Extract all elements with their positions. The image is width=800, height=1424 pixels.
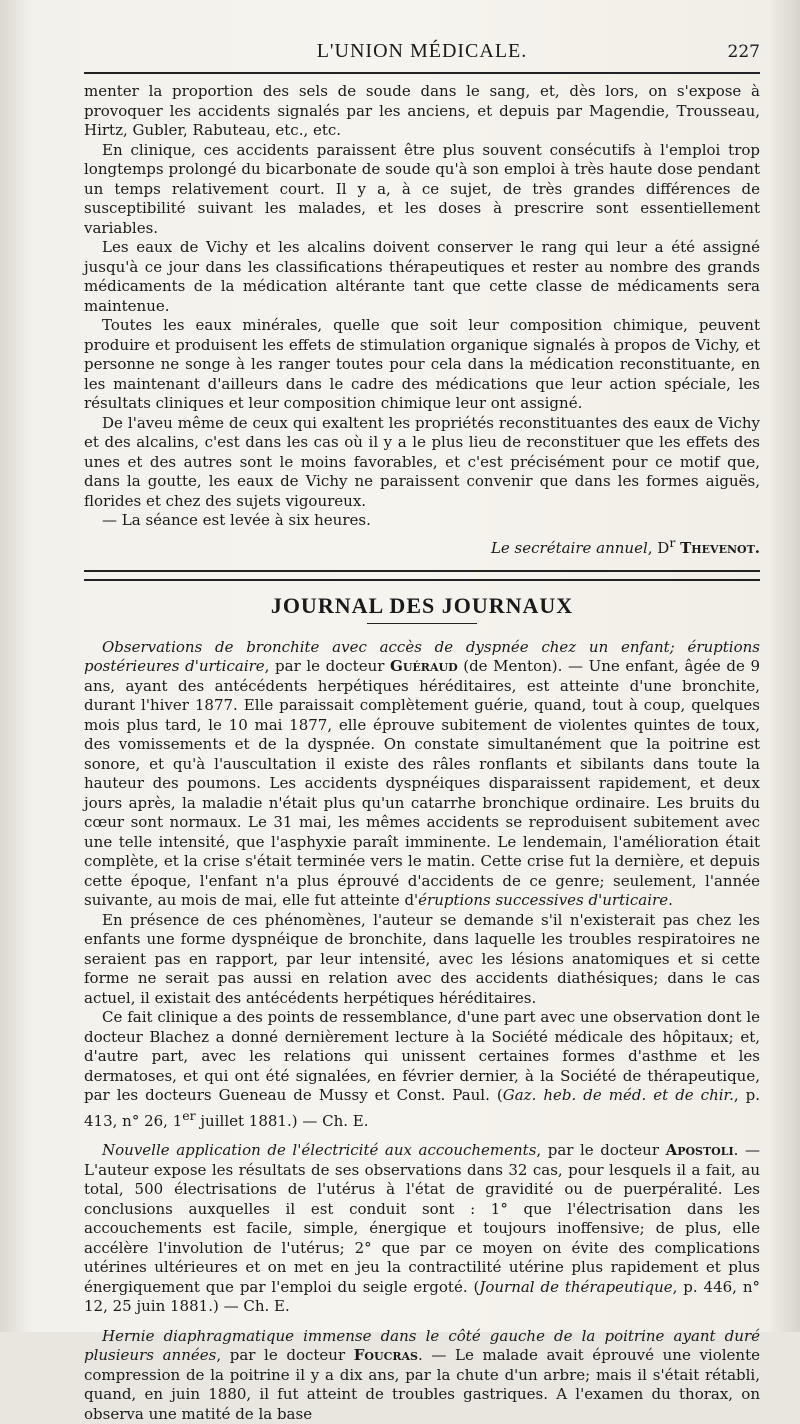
article-author: Guéraud: [390, 657, 458, 675]
article-author: Foucras: [354, 1346, 418, 1364]
article-text: juillet 1881.) — Ch. E.: [196, 1112, 369, 1130]
header-rule: [84, 72, 760, 74]
article-by: , par le docteur: [216, 1346, 353, 1364]
article-reference: Gaz. heb. de méd. et de chir.: [503, 1086, 734, 1104]
paragraph: En clinique, ces accidents paraissent être plus souvent consécutifs à l'emploi trop longtemps prolongé du bicarbonate de soude qu'à son emploi à très haute dose pendant un temps relativement court. Il y a, à ce sujet, de très grandes différences de susceptibilité suivant les malades, et les doses à prescrire sont essentiellement variables.: [84, 141, 760, 239]
article-text: , p. 413, n° 26, 1: [84, 1086, 760, 1130]
article-paragraph: [84, 1008, 760, 1131]
section-divider: [84, 570, 760, 581]
article-italic: éruptions successives d'urticaire: [418, 891, 668, 909]
closing-line: — La séance est levée à six heures.: [84, 511, 760, 531]
article-text: (de Menton). — Une enfant, âgée de 9 ans, ayant des antécédents herpétiques héréditaires, est atteinte d'une bronchite, durant l'hiver 1877. Elle paraissait complètement guérie, quand, tout à coup, quelques mois plus tard, le 10 mai 1877, elle éprouve subitement de violentes quintes de toux, des vomissements et de la dyspnée. On constate simultanément que la poitrine est sonore, et qu'à l'auscultation il existe des râles ronflants et sibilants dans toute la hauteur des poumons. Les accidents dyspnéiques disparaissent rapidement, et deux jours après, la maladie n'était plus qu'un catarrhe bronchique ordinaire. Les bruits du cœur sont normaux. Le 31 mai, les mêmes accidents se reproduisent subitement avec une telle intensité, que l'asphyxie paraît imminente. Le lendemain, l'amélioration était complète, et la crise s'était terminée vers le matin. Cette crise fut la dernière, et depuis cette époque, l'enfant n'a plus éprouvé d'accidents de ce genre; seulement, l'année suivante, au mois de mai, elle fut atteinte d': [84, 657, 760, 909]
title-underline: [367, 623, 477, 624]
article-end: , p. 446, n° 12, 25 juin 1881.) — Ch. E.: [84, 1278, 760, 1316]
page-body: [84, 82, 760, 1424]
signature-sup: r: [669, 535, 675, 550]
article-author: Apostoli: [666, 1141, 734, 1159]
article-paragraph: En présence de ces phénomènes, l'auteur se demande s'il n'existerait pas chez les enfants une forme dyspnéique de bronchite, dans laquelle les troubles respiratoires ne seraient pas en rapport, par leur intensité, avec les lésions anatomiques et si cette forme ne serait pas aussi en relation avec des accidents diathésiques; dans le cas actuel, il existait des antécédents herpétiques héréditaires.: [84, 911, 760, 1009]
page-number: 227: [728, 42, 760, 62]
article-paragraph: [84, 1327, 760, 1424]
section-title: JOURNAL DES JOURNAUX: [84, 591, 760, 621]
paragraph: Les eaux de Vichy et les alcalins doivent conserver le rang qui leur a été assigné jusqu'à ce jour dans les classifications thérapeutiques et rester au nombre des grands médicaments de la médication altérante tant que cette classe de médicaments sera maintenue.: [84, 238, 760, 316]
page-header: [84, 34, 760, 74]
article-paragraph: [84, 1141, 760, 1317]
article-end: .: [668, 891, 673, 909]
article-sup: er: [182, 1108, 195, 1123]
signature: [84, 533, 760, 558]
article-reference: Journal de thérapeutique: [479, 1278, 672, 1296]
signature-role: Le secrétaire annuel: [491, 539, 648, 557]
signature-name: Thevenot.: [680, 539, 760, 557]
signature-sep: , D: [648, 539, 670, 557]
article-hernie: [84, 1327, 760, 1424]
article-text: Ce fait clinique a des points de ressemblance, d'une part avec une observation dont le docteur Blachez a donné dernièrement lecture à la Société médicale des hôpitaux; et, d'autre part, avec les relations qui unissent certaines formes d'asthme et les dermatoses, et qui ont été signalées, en février dernier, à la Société de thérapeutique, par les docteurs Gueneau de Mussy et Const. Paul. (: [84, 1008, 760, 1104]
article-lede: Hernie diaphragmatique immense dans le côté gauche de la poitrine ayant duré plusieurs années: [84, 1327, 760, 1365]
article-by: , par le docteur: [536, 1141, 665, 1159]
running-title: L'UNION MÉDICALE.: [84, 40, 760, 63]
article-bronchite: [84, 638, 760, 1132]
article-by: , par le docteur: [265, 657, 390, 675]
article-lede: Nouvelle application de l'électricité aux accouchements: [102, 1141, 536, 1159]
article-paragraph: [84, 638, 760, 911]
article-electricite: [84, 1141, 760, 1317]
article-text: . — Le malade avait éprouvé une violente compression de la poitrine il y a dix ans, par la chute d'un arbre; mais il s'était rétabli, quand, en juin 1880, il fut atteint de troubles gastriques. A l'examen du thorax, on observa une matité de la base: [84, 1346, 760, 1423]
article-lede: Observations de bronchite avec accès de dyspnée chez un enfant; éruptions postérieures d'urticaire: [84, 638, 760, 676]
article-text: . — L'auteur expose les résultats de ses observations dans 32 cas, pour lesquels il a fait, au total, 500 électrisations de l'utérus à l'état de gravidité ou de puerpéralité. Les conclusions auxquelles il est conduit sont : 1° que l'électrisation dans les accouchements est facile, simple, énergique et toujours inoffensive; de plus, elle accélère l'involution de l'utérus; 2° que par ce moyen on évite des complications utérines ultérieures et on met en jeu la contractilité utérine plus rapidement et plus énergiquement que par l'emploi du seigle ergoté. (: [84, 1141, 760, 1296]
paragraph: Toutes les eaux minérales, quelle que soit leur composition chimique, peuvent produire et produisent les effets de stimulation organique signalés à propos de Vichy, et personne ne songe à les ranger toutes pour cela dans la médication reconstituante, en les maintenant d'ailleurs dans le cadre des médications que leur action spéciale, les résultats cliniques et leur composition chimique leur ont assigné.: [84, 316, 760, 414]
paragraph: menter la proportion des sels de soude dans le sang, et, dès lors, on s'expose à provoquer les accidents signalés par les anciens, et depuis par Magendie, Trousseau, Hirtz, Gubler, Rabuteau, etc., etc.: [84, 82, 760, 141]
paragraph: De l'aveu même de ceux qui exaltent les propriétés reconstituantes des eaux de Vichy et des alcalins, c'est dans les cas où il y a le plus lieu de reconstituer que les effets des unes et des autres sont le moins favorables, et c'est précisément pour ce motif que, dans la goutte, les eaux de Vichy ne paraissent convenir que dans les formes aiguës, florides et chez des sujets vigoureux.: [84, 414, 760, 512]
